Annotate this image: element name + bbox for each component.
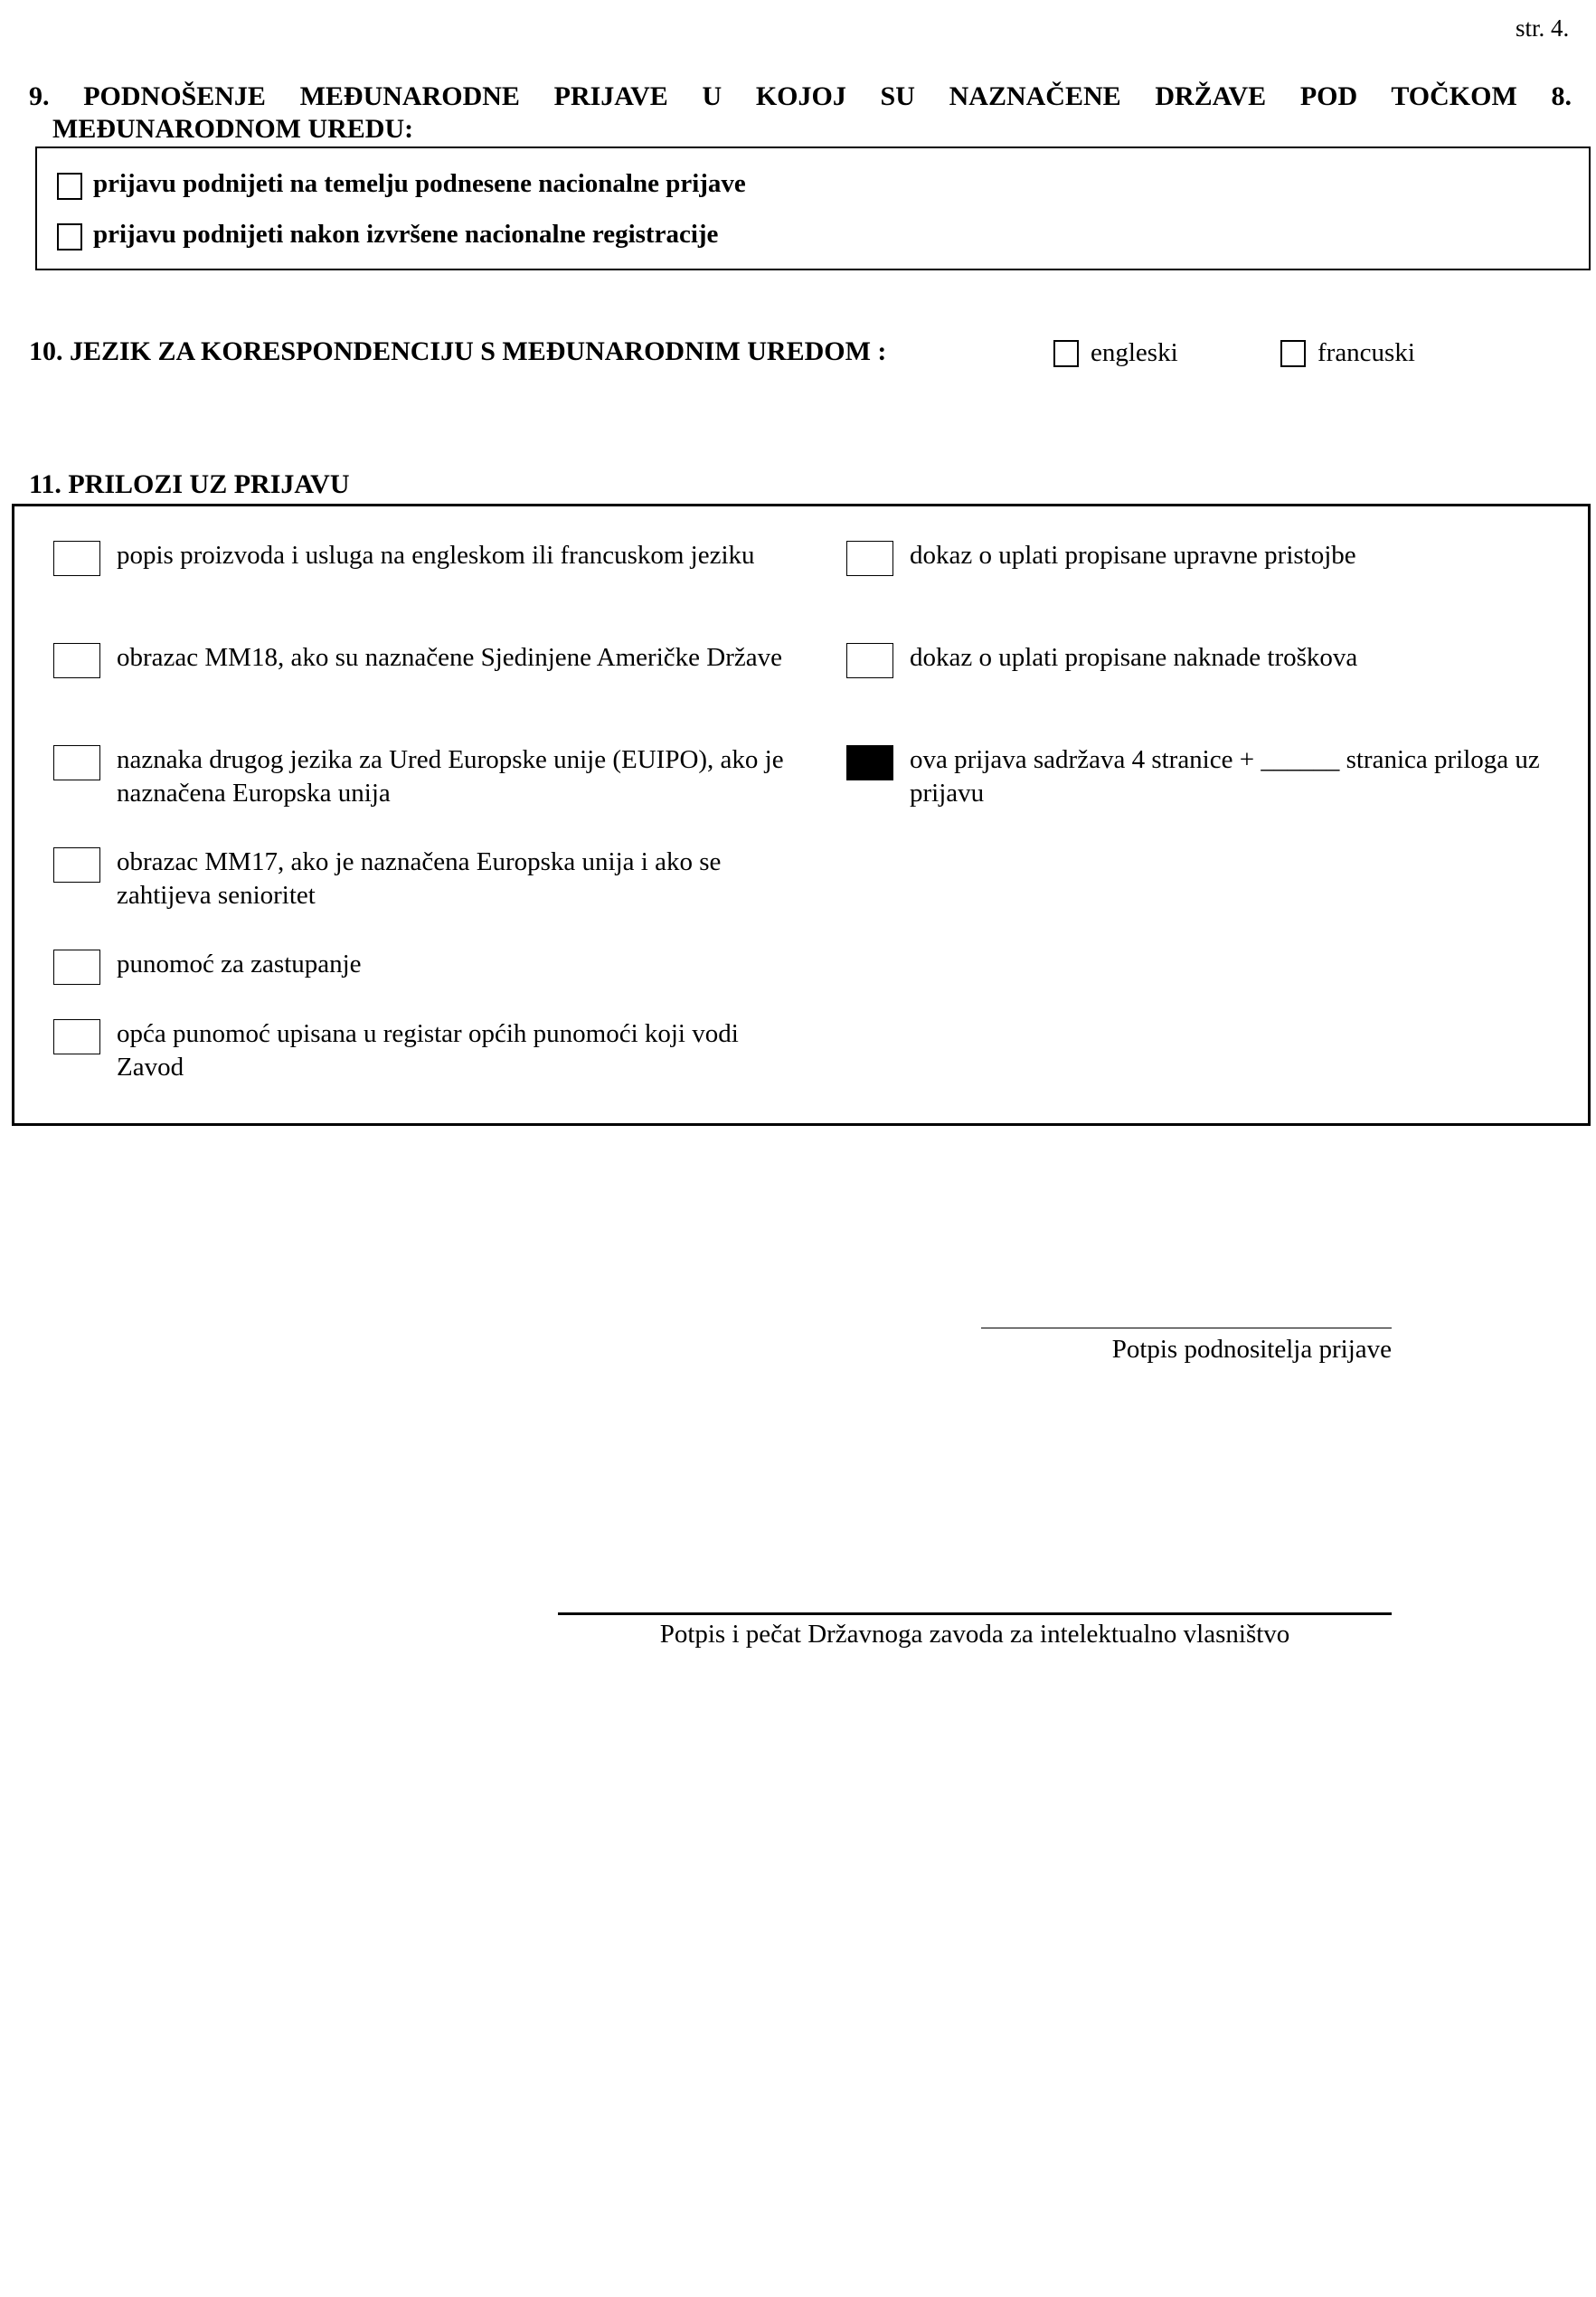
attachment-label: ova prijava sadržava 4 stranice + ______ stranica priloga uz prijavu [910,745,1540,808]
office-signature-label: Potpis i pečat Državnoga zavoda za intelektualno vlasništvo [659,1620,1290,1649]
attachment-label: obrazac MM18, ako su naznačene Sjedinjene Američke Države [117,643,782,672]
option-national-registration-checkbox[interactable] [57,223,82,250]
attachment-label: obrazac MM17, ako je naznačena Europska unija i ako se zahtijeva senioritet [117,847,722,910]
language-english-checkbox[interactable] [1053,340,1079,367]
attachment-checkbox[interactable] [53,1019,100,1054]
attachment-label: dokaz o uplati propisane upravne pristojbe [910,541,1356,570]
page-number: str. 4. [1516,14,1570,42]
attachment-label: opća punomoć upisana u registar općih punomoći koji vodi Zavod [117,1019,739,1082]
section11-box [12,504,1591,1126]
attachment-checkbox[interactable] [53,950,100,985]
option-national-registration-label: prijavu podnijeti nakon izvršene nacionalne registracije [93,220,719,249]
option-national-application-checkbox[interactable] [57,173,82,200]
section11-title: 11. PRILOZI UZ PRIJAVU [29,469,350,499]
language-english-label: engleski [1091,338,1178,367]
option-national-application-label: prijavu podnijeti na temelju podnesene nacionalne prijave [93,169,746,198]
office-signature-line [558,1612,1392,1615]
attachment-checkbox[interactable] [846,643,893,678]
section9-title-line1: 9. PODNOŠENJE MEĐUNARODNE PRIJAVE U KOJOJ SU NAZNAČENE DRŽAVE POD TOČKOM 8. [29,81,1572,111]
section9-title-line2: MEĐUNARODNOM UREDU: [52,114,414,144]
attachment-checkbox[interactable] [53,541,100,576]
attachment-label: punomoć za zastupanje [117,950,362,978]
attachment-label: dokaz o uplati propisane naknade troškova [910,643,1358,672]
attachment-checkbox[interactable] [53,847,100,883]
attachment-checkbox[interactable] [846,541,893,576]
language-french-label: francuski [1317,338,1415,367]
section9-box [35,147,1591,270]
attachment-checkbox-checked[interactable] [846,745,893,780]
attachment-label: naznaka drugog jezika za Ured Europske unije (EUIPO), ako je naznačena Europska unija [117,745,784,808]
language-french-checkbox[interactable] [1280,340,1306,367]
section10-title: 10. JEZIK ZA KORESPONDENCIJU S MEĐUNARODNIM UREDOM : [29,336,887,366]
applicant-signature-label: Potpis podnositelja prijave [1111,1335,1392,1364]
attachment-label: popis proizvoda i usluga na engleskom ili francuskom jeziku [117,541,755,570]
attachment-checkbox[interactable] [53,745,100,780]
attachment-checkbox[interactable] [53,643,100,678]
